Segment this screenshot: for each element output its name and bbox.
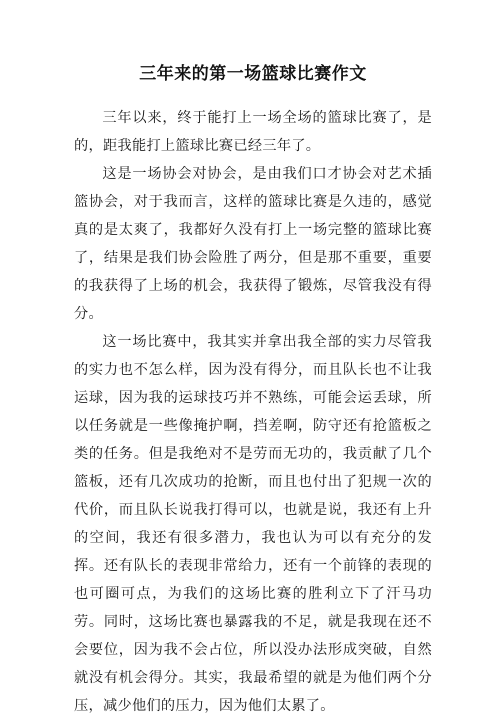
document-body xyxy=(74,104,432,720)
paragraph-1: 三年以来，终于能打上一场全场的篮球比赛了，是的，距我能打上篮球比赛已经三年了。 xyxy=(74,110,432,154)
paragraph-2: 这是一场协会对协会，是由我们口才协会对艺术插篮协会，对于我而言，这样的篮球比赛是久违的，感觉真的是太爽了，我都好久没有打上一场完整的篮球比赛了，结果是我们协会险胜了两分，但是那不重要，重要的我获得了上场的机会，我获得了锻炼，尽管我没有得分。 xyxy=(74,166,432,322)
document-title: 三年来的第一场篮球比赛作文 xyxy=(139,64,367,84)
paragraph-3: 这一场比赛中，我其实并拿出我全部的实力尽管我的实力也不怎么样，因为没有得分，而且队长也不让我运球，因为我的运球技巧并不熟练，可能会运丢球，所以任务就是一些像掩护啊，挡差啊，防守还有抢篮板之类的任务。但是我绝对不是劳而无功的，我贡献了几个篮板，还有几次成功的抢断，而且也付出了犯规一次的代价，而且队长说我打得可以，也就是说，我还有上升的空间，我还有很多潜力，我也认为可以有充分的发挥。还有队长的表现非常给力，还有一个前锋的表现的也可圈可点，为我们的这场比赛的胜利立下了汗马功劳。同时，这场比赛也暴露我的不足，就是我现在还不会要位，因为我不会占位，所以没办法形成突破，自然就没有机会得分。其实，我最希望的就是为他们两个分压，减少他们的压力，因为他们太累了。 xyxy=(74,334,432,714)
